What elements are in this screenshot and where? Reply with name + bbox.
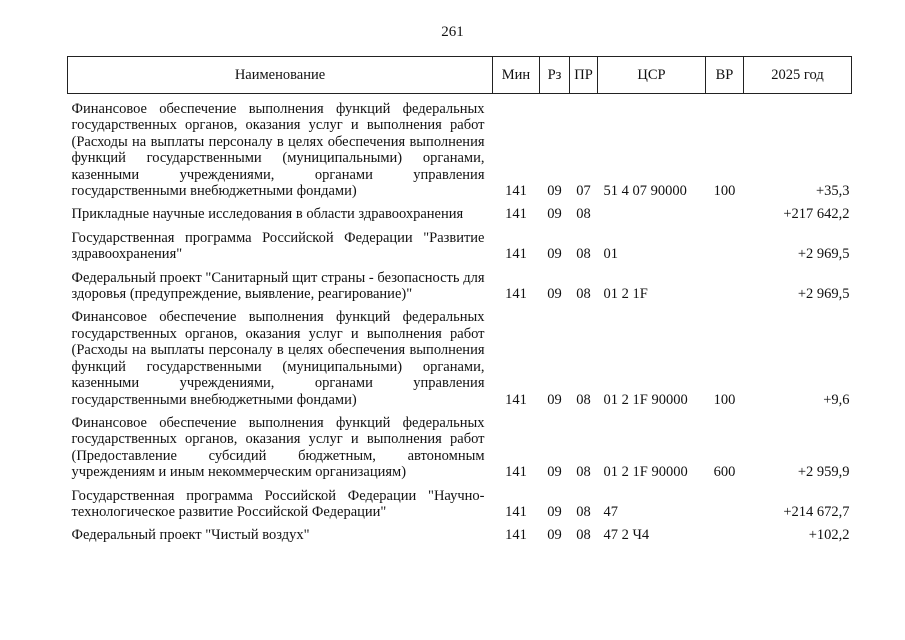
row-pr: 08 [576, 464, 591, 481]
row-pr: 08 [576, 286, 591, 303]
row-rz: 09 [547, 464, 562, 481]
table-row [68, 408, 852, 481]
header-pr: ПР [570, 57, 598, 94]
row-csr: 47 [603, 503, 618, 520]
header-year: 2025 год [744, 57, 852, 94]
row-amount: +214 672,7 [783, 503, 850, 520]
table-row [68, 302, 852, 407]
row-min: 141 [505, 391, 527, 408]
row-name: Государственная программа Российской Федерации "Развитие здравоохранения" [71, 229, 485, 263]
row-vr [706, 199, 744, 222]
row-min: 141 [505, 464, 527, 481]
row-rz: 09 [547, 246, 562, 263]
row-csr: 01 2 1F 90000 [603, 391, 688, 408]
row-amount: +2 969,5 [797, 286, 850, 303]
row-csr: 47 2 Ч4 [603, 527, 650, 544]
table-row [68, 481, 852, 521]
row-amount: +9,6 [823, 391, 850, 408]
row-min: 141 [505, 503, 527, 520]
header-csr: ЦСР [598, 57, 706, 94]
row-pr: 07 [576, 183, 591, 200]
table-row [68, 520, 852, 543]
row-rz: 09 [547, 206, 562, 223]
row-amount: +102,2 [808, 527, 850, 544]
row-pr: 08 [576, 206, 591, 223]
row-amount: +2 969,5 [797, 246, 850, 263]
row-csr: 51 4 07 90000 [603, 183, 687, 200]
table-body [68, 94, 852, 544]
row-csr [598, 199, 706, 222]
row-vr [706, 223, 744, 263]
row-amount: +217 642,2 [783, 206, 850, 223]
budget-table [67, 56, 852, 544]
row-vr: 600 [713, 464, 736, 481]
header-vr: ВР [706, 57, 744, 94]
header-name: Наименование [68, 57, 493, 94]
row-rz: 09 [547, 286, 562, 303]
row-name: Государственная программа Российской Федерации "Научно-технологическое развитие Российской Федерации" [71, 487, 485, 520]
table-row [68, 199, 852, 222]
row-rz: 09 [547, 527, 562, 544]
row-csr: 01 2 1F [603, 286, 648, 303]
row-vr [706, 481, 744, 521]
row-min: 141 [505, 206, 527, 223]
row-name: Финансовое обеспечение выполнения функций федеральных государственных органов, оказания услуг и выполнения работ (Расходы на выплаты персоналу в целях обеспечения выполнения функций государственными (муниципальными) органами, казенными учреждениями, органами управления государственными внебюджетными фондами) [71, 309, 485, 408]
row-name: Прикладные научные исследования в области здравоохранения [71, 206, 464, 223]
row-name: Финансовое обеспечение выполнения функций федеральных государственных органов, оказания услуг и выполнения работ (Расходы на выплаты персоналу в целях обеспечения выполнения функций государственными (муниципальными) органами, казенными учреждениями, органами управления государственными внебюджетными фондами) [71, 101, 485, 200]
row-csr: 01 [603, 246, 618, 263]
row-pr: 08 [576, 391, 591, 408]
row-name: Федеральный проект "Санитарный щит страны - безопасность для здоровья (предупреждение, выявление, реагирование)" [71, 269, 485, 303]
table-header [68, 57, 852, 94]
row-min: 141 [505, 246, 527, 263]
page-number: 261 [441, 24, 464, 40]
row-vr [706, 263, 744, 303]
row-min: 141 [505, 527, 527, 544]
row-csr: 01 2 1F 90000 [603, 464, 688, 481]
row-vr [706, 520, 744, 543]
row-pr: 08 [576, 503, 591, 520]
table-row [68, 263, 852, 303]
row-rz: 09 [547, 391, 562, 408]
row-pr: 08 [576, 246, 591, 263]
row-rz: 09 [547, 183, 562, 200]
row-name: Федеральный проект "Чистый воздух" [71, 527, 310, 544]
table-row [68, 223, 852, 263]
row-name: Финансовое обеспечение выполнения функций федеральных государственных органов, оказания услуг и выполнения работ (Предоставление субсидий бюджетным, автономным учреждениям и иным некоммерческим организациям) [71, 414, 485, 481]
row-rz: 09 [547, 503, 562, 520]
row-min: 141 [505, 183, 527, 200]
row-pr: 08 [576, 527, 591, 544]
row-vr: 100 [713, 391, 736, 408]
row-amount: +35,3 [815, 183, 850, 200]
row-min: 141 [505, 286, 527, 303]
row-vr: 100 [713, 183, 736, 200]
header-min: Мин [493, 57, 540, 94]
header-rz: Рз [540, 57, 570, 94]
row-amount: +2 959,9 [797, 464, 850, 481]
table-row [68, 94, 852, 200]
